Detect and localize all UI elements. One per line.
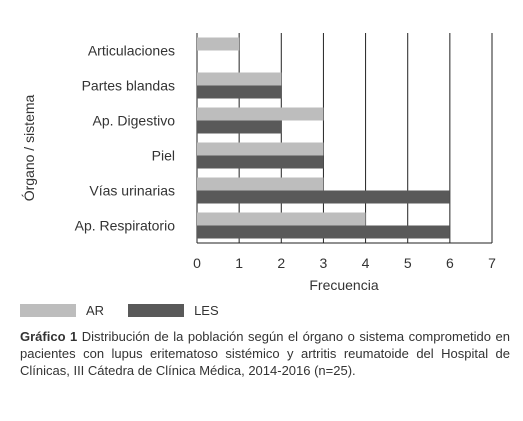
legend-label-ar: AR [86, 302, 105, 318]
category-label-5: Ap. Respiratorio [74, 217, 175, 234]
x-tick-label-0: 0 [193, 255, 201, 271]
x-tick-label-7: 7 [488, 255, 496, 271]
x-axis-label: Frecuencia [309, 277, 379, 293]
category-labels [75, 43, 176, 234]
bar-les-3 [197, 156, 323, 169]
gridlines [197, 33, 492, 243]
caption-label: Gráfico 1 [20, 329, 78, 344]
x-tick-label-5: 5 [403, 255, 412, 271]
legend-item-les [128, 303, 219, 318]
bar-les-2 [197, 121, 281, 134]
x-tick-label-3: 3 [319, 255, 328, 271]
y-axis-label: Órgano / sistema [21, 94, 37, 202]
category-label-3: Piel [151, 147, 175, 164]
legend-swatch-ar [20, 304, 76, 317]
legend [20, 302, 243, 318]
bar-ar-2 [197, 108, 323, 121]
legend-label-les: LES [194, 302, 219, 318]
x-tick-label-4: 4 [361, 255, 370, 271]
bar-les-4 [197, 191, 450, 204]
bar-ar-4 [197, 178, 323, 191]
x-tick-label-2: 2 [277, 255, 286, 271]
x-tick-labels [193, 255, 496, 271]
figure-caption [20, 328, 510, 379]
legend-item-ar [20, 303, 104, 318]
legend-swatch-les [128, 304, 184, 317]
x-tick-label-6: 6 [445, 255, 454, 271]
x-tick-label-1: 1 [235, 255, 244, 271]
bar-les-5 [197, 226, 450, 239]
bar-ar-1 [197, 73, 281, 86]
category-label-1: Partes blandas [81, 77, 175, 94]
bar-les-1 [197, 86, 281, 99]
category-label-2: Ap. Digestivo [92, 112, 175, 129]
caption-text: Distribución de la población según el órgano o sistema comprometido en pacientes con lupus eritematoso sistémico y artritis reumatoide del Hospital de Clínicas, III Cátedra de Clínica Médica, 2014-2016 (n=25). [20, 329, 510, 378]
category-label-0: Articulaciones [87, 42, 175, 59]
bar-ar-3 [197, 143, 323, 156]
bar-ar-0 [197, 38, 239, 51]
category-label-4: Vías urinarias [89, 182, 175, 199]
bar-ar-5 [197, 213, 366, 226]
